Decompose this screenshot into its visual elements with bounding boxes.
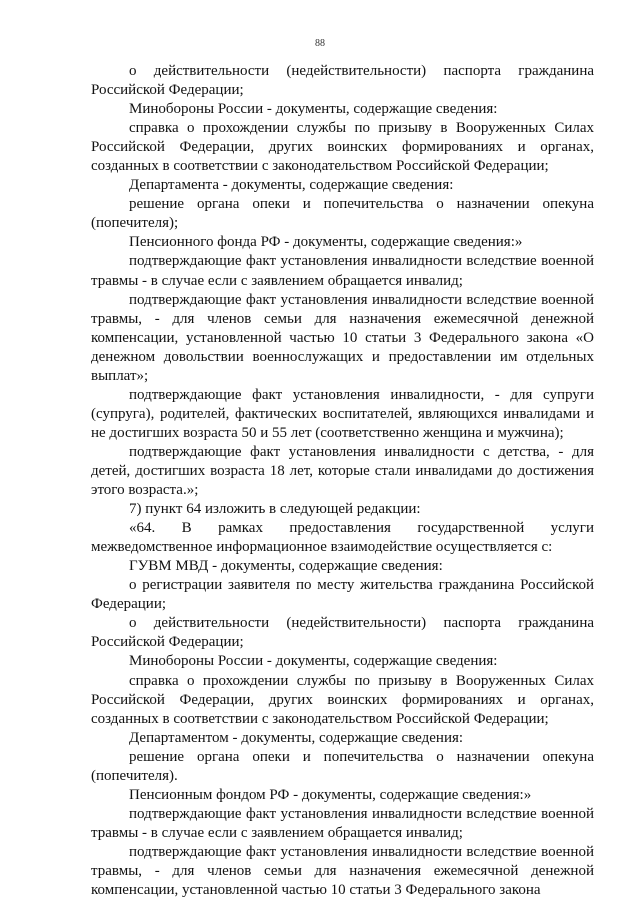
paragraph: подтверждающие факт установления инвалидности с детства, - для детей, достигших возраста 18 лет, которые стали инвалидами до достижения этого возраста.»;: [91, 443, 594, 499]
paragraph: подтверждающие факт установления инвалидности вследствие военной травмы, - для членов семьи для назначения ежемесячной денежной компенсации, установленной частью 10 статьи 3 Федерального закона: [91, 843, 594, 899]
paragraph: справка о прохождении службы по призыву в Вооруженных Силах Российской Федерации, других воинских формированиях и органах, созданных в соответствии с законодательством Российской Федерации;: [91, 672, 594, 727]
paragraph: Минобороны России - документы, содержащие сведения:: [129, 653, 498, 670]
paragraph: решение органа опеки и попечительства о назначении опекуна (попечителя).: [91, 748, 594, 784]
document-body: [91, 62, 594, 900]
paragraph: о регистрации заявителя по месту жительства гражданина Российской Федерации;: [91, 577, 594, 613]
paragraph: подтверждающие факт установления инвалидности вследствие военной травмы - в случае если с заявлением обращается инвалид;: [91, 253, 594, 289]
paragraph: о действительности (недействительности) паспорта гражданина Российской Федерации;: [91, 63, 594, 99]
paragraph: решение органа опеки и попечительства о назначении опекуна (попечителя);: [91, 196, 594, 232]
page-number: 88: [315, 38, 325, 49]
paragraph: Пенсионного фонда РФ - документы, содержащие сведения:»: [129, 234, 523, 251]
paragraph: 7) пункт 64 изложить в следующей редакции:: [129, 501, 421, 518]
paragraph: Департамента - документы, содержащие сведения:: [129, 177, 454, 194]
paragraph: Пенсионным фондом РФ - документы, содержащие сведения:»: [129, 786, 532, 803]
paragraph: справка о прохождении службы по призыву в Вооруженных Силах Российской Федерации, других воинских формированиях и органах, созданных в соответствии с законодательством Российской Федерации;: [91, 120, 594, 175]
paragraph: ГУВМ МВД - документы, содержащие сведения:: [129, 558, 443, 575]
paragraph: Минобороны России - документы, содержащие сведения:: [129, 101, 498, 118]
paragraph: подтверждающие факт установления инвалидности, - для супруги (супруга), родителей, фактических воспитателей, являющихся инвалидами и не достигших возраста 50 и 55 лет (соответственно женщина и мужчина);: [91, 386, 594, 441]
paragraph: подтверждающие факт установления инвалидности вследствие военной травмы - в случае если с заявлением обращается инвалид;: [91, 805, 594, 841]
paragraph: о действительности (недействительности) паспорта гражданина Российской Федерации;: [91, 615, 594, 651]
paragraph: Департаментом - документы, содержащие сведения:: [129, 729, 464, 746]
paragraph: подтверждающие факт установления инвалидности вследствие военной травмы, - для членов семьи для назначения ежемесячной денежной компенсации, установленной частью 10 статьи 3 Федерального закона «О денежном довольствии военнослужащих и предоставлении им отдельных выплат»;: [91, 291, 594, 384]
paragraph: «64. В рамках предоставления государственной услуги межведомственное информационное взаимодействие осуществляется с:: [91, 520, 594, 556]
